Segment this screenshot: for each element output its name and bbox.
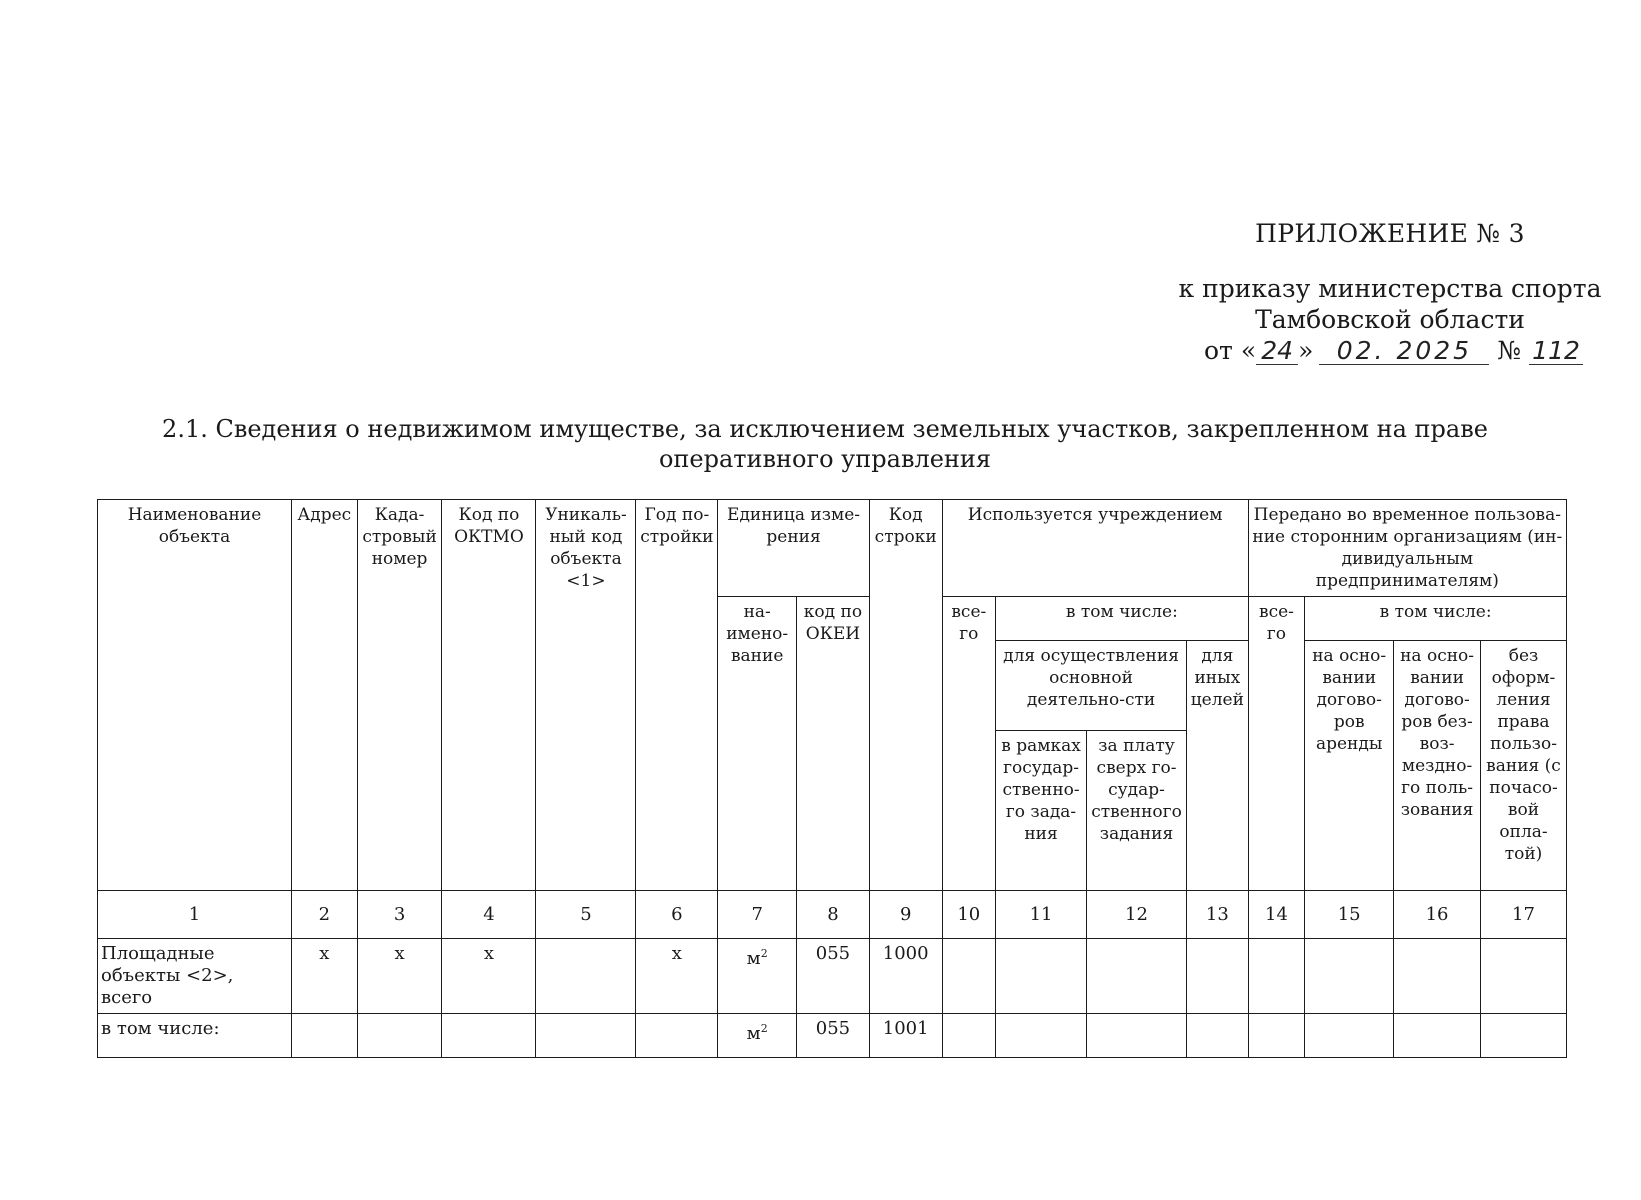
empty-cell: [1187, 939, 1249, 1014]
empty-cell: [1248, 1014, 1305, 1058]
empty-cell: [1305, 939, 1394, 1014]
appendix-order-line: к приказу министерства спорта: [1178, 274, 1602, 303]
header-oktmo: Код по ОКТМО: [442, 500, 536, 891]
header-tr-incl: в том числе:: [1305, 597, 1567, 641]
handwritten-day: 24: [1256, 338, 1298, 365]
column-number: 3: [357, 891, 442, 939]
row-unit-name: [718, 939, 797, 1014]
empty-cell: [1481, 1014, 1567, 1058]
row-cadastral: х: [357, 939, 442, 1014]
column-number: 10: [942, 891, 996, 939]
row-address: х: [291, 939, 357, 1014]
row-name: в том числе:: [98, 1014, 292, 1058]
unit-text: м: [746, 948, 761, 969]
header-tr-rent: на осно-вании догово-ров аренды: [1305, 641, 1394, 891]
row-code: 1000: [869, 939, 942, 1014]
header-used-other: для иных целей: [1187, 641, 1249, 891]
unit-superscript: 2: [760, 1022, 768, 1035]
header-tr-total: все-го: [1248, 597, 1305, 891]
header-used-incl: в том числе:: [996, 597, 1249, 641]
row-oktmo: х: [442, 939, 536, 1014]
from-prefix: от «: [1204, 336, 1257, 365]
row-unique-code: [536, 939, 636, 1014]
header-unique-code: Уникаль-ный код объекта <1>: [536, 500, 636, 891]
row-unit-code: 055: [797, 939, 870, 1014]
header-unit-code: код по ОКЕИ: [797, 597, 870, 891]
empty-cell: [1187, 1014, 1249, 1058]
row-oktmo: [442, 1014, 536, 1058]
empty-cell: [996, 1014, 1087, 1058]
column-number: 13: [1187, 891, 1249, 939]
column-number: 1: [98, 891, 292, 939]
table-row: [98, 939, 1567, 1014]
appendix-region-line: Тамбовской области: [1255, 305, 1525, 334]
handwritten-order-number: 112: [1529, 338, 1583, 365]
empty-cell: [1394, 1014, 1481, 1058]
column-number: 12: [1087, 891, 1187, 939]
column-number: 9: [869, 891, 942, 939]
column-number: 4: [442, 891, 536, 939]
header-used-total: все-го: [942, 597, 996, 891]
header-row-code: Код строки: [869, 500, 942, 891]
column-number: 14: [1248, 891, 1305, 939]
empty-cell: [942, 1014, 996, 1058]
header-unit-name: на-имено-вание: [718, 597, 797, 891]
header-year: Год по-стройки: [636, 500, 718, 891]
header-tr-none: без оформ-ления права пользо-вания (с почасо-вой опла-той): [1481, 641, 1567, 891]
column-number: 5: [536, 891, 636, 939]
header-used-paid: за плату сверх го-судар-ственного задания: [1087, 731, 1187, 891]
header-address: Адрес: [291, 500, 357, 891]
header-used: Используется учреждением: [942, 500, 1248, 597]
column-number: 16: [1394, 891, 1481, 939]
row-cadastral: [357, 1014, 442, 1058]
appendix-title: ПРИЛОЖЕНИЕ № 3: [1255, 219, 1525, 248]
appendix-block: [1170, 218, 1610, 365]
column-numbers-row: [98, 891, 1567, 939]
unit-superscript: 2: [760, 947, 768, 960]
empty-cell: [1305, 1014, 1394, 1058]
header-name: Наименование объекта: [98, 500, 292, 891]
header-cadastral: Када-стровый номер: [357, 500, 442, 891]
close-quote: »: [1298, 336, 1314, 365]
header-unit: Единица изме-рения: [718, 500, 870, 597]
empty-cell: [996, 939, 1087, 1014]
empty-cell: [1087, 1014, 1187, 1058]
column-number: 8: [797, 891, 870, 939]
empty-cell: [1481, 939, 1567, 1014]
row-unit-code: 055: [797, 1014, 870, 1058]
row-address: [291, 1014, 357, 1058]
order-date-line: [1204, 335, 1583, 366]
empty-cell: [942, 939, 996, 1014]
column-number: 11: [996, 891, 1087, 939]
header-used-main: для осуществления основной деятельно-сти: [996, 641, 1187, 731]
column-number: 15: [1305, 891, 1394, 939]
handwritten-date: 02. 2025: [1319, 338, 1489, 365]
column-number: 2: [291, 891, 357, 939]
row-year: х: [636, 939, 718, 1014]
unit-text: м: [746, 1023, 761, 1044]
row-unique-code: [536, 1014, 636, 1058]
row-unit-name: [718, 1014, 797, 1058]
empty-cell: [1248, 939, 1305, 1014]
row-name: Площадные объекты <2>, всего: [98, 939, 292, 1014]
column-number: 6: [636, 891, 718, 939]
empty-cell: [1394, 939, 1481, 1014]
section-heading: 2.1. Сведения о недвижимом имуществе, за исключением земельных участков, закрепленном на праве оперативного управления: [162, 415, 1488, 473]
row-code: 1001: [869, 1014, 942, 1058]
table-row: [98, 1014, 1567, 1058]
header-used-state: в рамках государ-ственно-го зада-ния: [996, 731, 1087, 891]
row-year: [636, 1014, 718, 1058]
header-tr-free: на осно-вании догово-ров без-воз-мездно-го поль-зования: [1394, 641, 1481, 891]
column-number: 17: [1481, 891, 1567, 939]
empty-cell: [1087, 939, 1187, 1014]
number-sign: №: [1497, 336, 1522, 365]
property-table: [97, 499, 1567, 1058]
header-transferred: Передано во временное пользова-ние сторонним организациям (ин-дивидуальным предпринимателям): [1248, 500, 1566, 597]
column-number: 7: [718, 891, 797, 939]
